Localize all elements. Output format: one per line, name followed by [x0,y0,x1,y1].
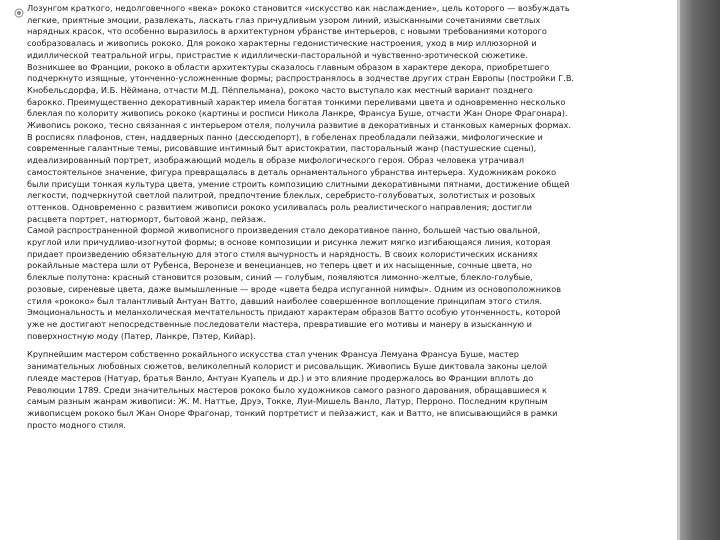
paragraph-rococo-overview: Лозунгом краткого, недолговечного «века» рококо становится «искусство как наслаждение», цель которого — возбуждать легкие, приятные эмоции, развлекать, ласкать глаз причудливым узором линий, изысканными сочетаниями светлых нарядных красок, что особенно выразилось в архитектурном убранстве интерьеров, с новыми требованиями которого сообразовалась и живопись рококо. Для рококо характерны гедонистические настроения, уход в мир иллюзорной и идиллической театральной игры, пристрастие к идиллически-пасторальной и чувственно-эротической сюжетике. Возникшее во Франции, рококо в области архитектуры сказалось главным образом в характере декора, приобретшего подчеркнуто изящные, утонченно-усложненные формы; распространялось в зодчестве других стран Европы (постройки Г.В. Кнобельсдорфа, И.Б. Нёймана, отчасти М.Д. Пёппельмана), рококо часто выступало как местный вариант позднего барокко. Преимущественно декоративный характер имела богатая тонкими переливами цвета и одновременно несколько блеклая по колориту живопись рококо (картины и росписи Никола Ланкре, Франсуа Буше, отчасти Жан Оноре Фрагонара). Живопись рококо, тесно связанная с интерьером отеля, получила развитие в декоративных и станковых камерных формах. В росписях плафонов, стен, наддверных панно (дессюдепорт), в гобеленах преобладали пейзажи, мифологические и современные галантные темы, рисовавшие интимный быт аристократии, пасторальный жанр (пастушеские сцены), идеализированный портрет, изображающий модель в образе мифологического героя. Образ человека утрачивал самостоятельное значение, фигура превращалась в деталь орнаментального убранства интерьера. Художникам рококо были присущи тонкая культура цвета, умение строить композицию слитными декоративными пятнами, достижение общей легкости, подчеркнутой светлой палитрой, предпочтение блеклых, серебристо-голубоватых, золотистых и розовых оттенков. Одновременно с развитием живописи рококо усиливалась роль реалистического направления; достигли расцвета портрет, натюрморт, бытовой жанр, пейзаж. Самой распространенной формой живописного произведения стало декоративное панно, большей частью овальной, круглой или причудливо-изогнутой формы; в основе композиции и рисунка лежит мягко изгибающаяся линия, которая придает произведению обязательную для этого стиля вычурность и нарядность. В своих колористических исканиях рокайльные мастера шли от Рубенса, Веронезе и венецианцев, но теперь цвет и их насыщенные, сочные цвета, но блеклые полутона: красный становится розовым, синий — голубым, появляются лимонно-желтые, блекло-голубые, розовые, сиреневые цвета, даже вымышленные — вроде «цвета бедра испуганной нимфы». Одним из основоположников стиля «рококо» был талантливый Антуан Ватто, давший наиболее совершенное воплощение принципам этого стиля. Эмоциональность и меланхолическая мечтательность придают характерам образов Ватто особую утонченность, которой уже не достигают непосредственные последователи мастера, превратившие его мотивы и манеру в изысканную и поверхностную моду (Патер, Ланкре, Пэтер, Кийар). [27,3,575,341]
text-body [27,3,675,431]
paragraph-boucher: Крупнейшим мастером собственно рокайльного искусства стал ученик Франсуа Лемуана Франсуа Буше, мастер занимательных любовных сюжетов, великолепный колорист и рисовальщик. Живопись Буше диктовала законы целой плеяде мастеров (Натуар, братья Ванло, Антуан Куапель и др.) и это влияние продержалось во Франции вплоть до Революции 1789. Среди значительных мастеров рококо было художников самого разного дарования, обращавшиеся к самым разным жанрам живописи: Ж. М. Наттье, Друэ, Токке, Луи-Мишель Ванло, Латур, Перроно. Последним крупным живописцем рококо был Жан Оноре Фрагонар, тонкий портретист и пейзажист, как и Ватто, не вписывающийся в рамки просто модного стиля. [27,349,558,430]
decorative-side-band [680,0,720,540]
circled-bullet-icon [14,8,24,18]
